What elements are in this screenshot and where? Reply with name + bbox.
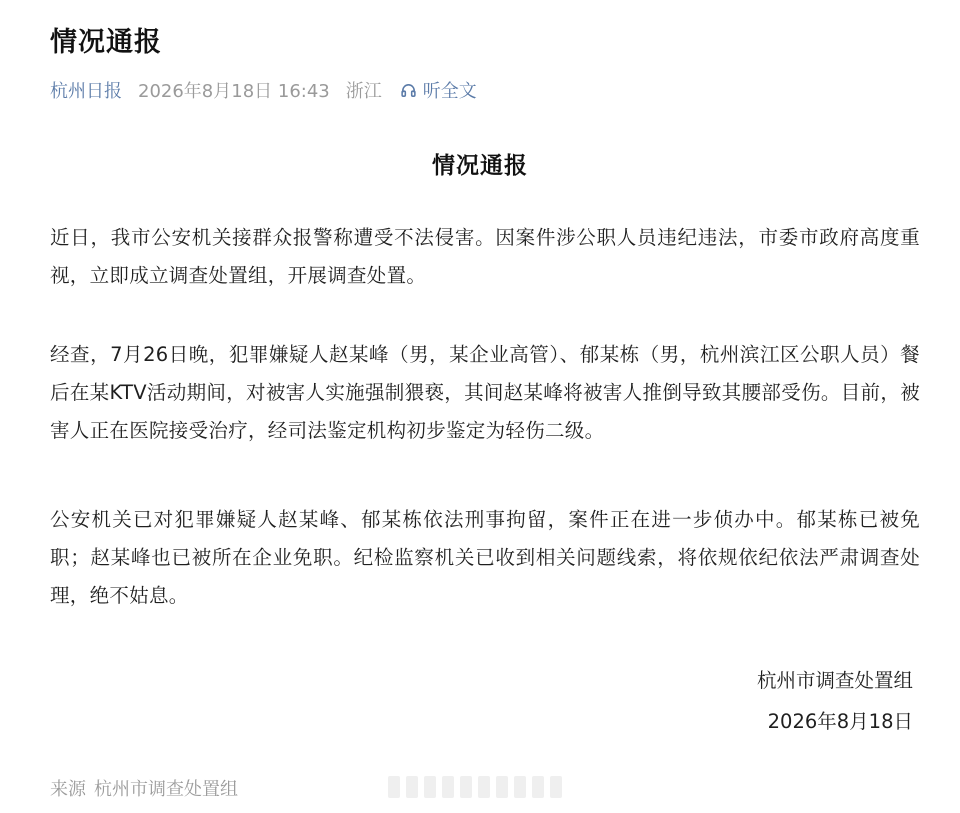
watermark-bar: [442, 776, 454, 798]
headphones-icon: [400, 82, 417, 99]
watermark-bar: [406, 776, 418, 798]
paragraph-1: 近日，我市公安机关接群众报警称遭受不法侵害。因案件涉公职人员违纪违法，市委市政府高度重视，立即成立调查处置组，开展调查处置。: [50, 226, 920, 287]
footer-org: 杭州市调查处置组: [94, 779, 238, 800]
notice-title: 情况通报: [432, 153, 528, 179]
region-label: 浙江: [345, 81, 382, 102]
watermark-bar: [514, 776, 526, 798]
publish-datetime: 2026年8月18日 16:43: [138, 81, 330, 102]
paragraph-2: 经查，7月26日晚，犯罪嫌疑人赵某峰（男，某企业高管）、郁某栋（男，杭州滨江区公职人员）餐后在某KTV活动期间，对被害人实施强制猥亵，其间赵某峰将被害人推倒导致其腰部受伤。目前，被害人正在医院接受治疗，经司法鉴定机构初步鉴定为轻伤二级。: [50, 343, 920, 442]
watermark-bar: [496, 776, 508, 798]
watermark-bar: [460, 776, 472, 798]
watermark: [388, 776, 562, 798]
article-meta: [50, 77, 477, 103]
page-title: 情况通报: [50, 27, 162, 58]
signature-date: 2026年8月18日: [767, 710, 913, 733]
watermark-bar: [532, 776, 544, 798]
listen-label: 听全文: [422, 81, 477, 102]
watermark-bar: [550, 776, 562, 798]
watermark-bar: [424, 776, 436, 798]
source-link[interactable]: 杭州日报: [50, 81, 122, 102]
paragraph-3: 公安机关已对犯罪嫌疑人赵某峰、郁某栋依法刑事拘留，案件正在进一步侦办中。郁某栋已被免职；赵某峰也已被所在企业免职。纪检监察机关已收到相关问题线索，将依规依纪依法严肃调查处理，绝不姑息。: [50, 508, 920, 607]
footer-label: 来源: [50, 779, 86, 800]
listen-full-button[interactable]: [400, 77, 477, 103]
footer-source: [50, 775, 238, 801]
watermark-bar: [478, 776, 490, 798]
signer: 杭州市调查处置组: [756, 669, 913, 692]
watermark-bar: [388, 776, 400, 798]
